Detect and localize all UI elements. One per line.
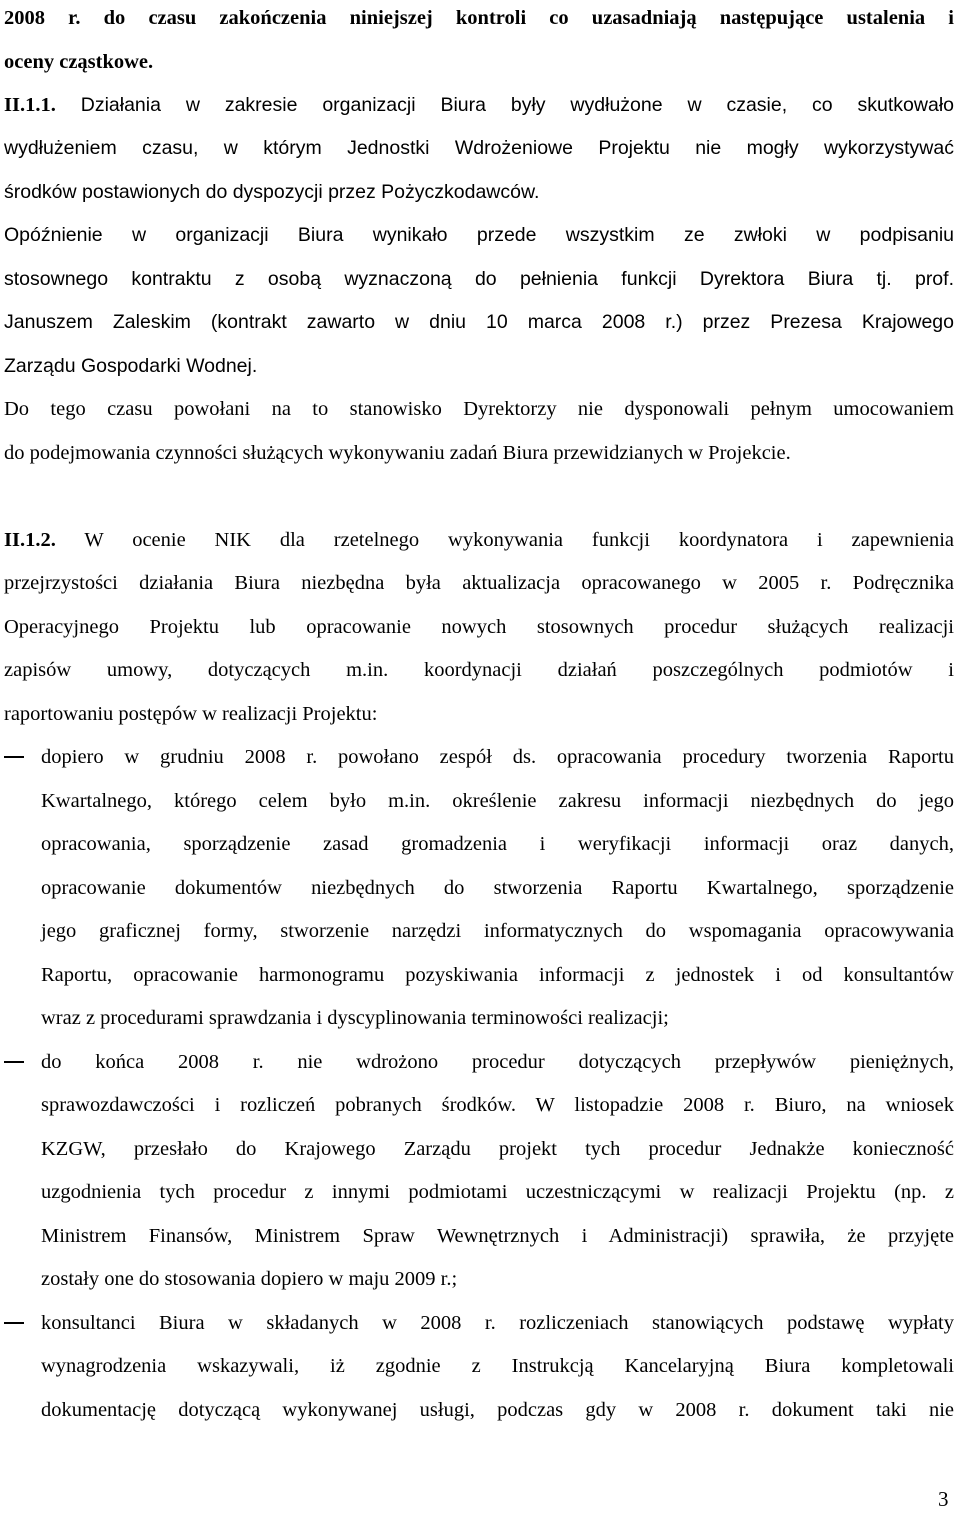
section-1-1-label: II.1.1. bbox=[4, 94, 56, 116]
section-1-2-line-1 bbox=[4, 527, 954, 553]
bullet-2-line-6: zostały one do stosowania dopiero w maju 2009 r.; bbox=[41, 1268, 458, 1290]
bullet-1-line-1: dopiero w grudniu 2008 r. powołano zespół ds. opracowania procedury tworzenia Raportu bbox=[41, 746, 954, 768]
intro-line-2: oceny cząstkowe. bbox=[4, 51, 154, 73]
bullet-dash-2 bbox=[4, 1061, 24, 1063]
directors-line-2: do podejmowania czynności służących wykonywaniu zadań Biura przewidzianych w Projekcie. bbox=[4, 442, 791, 464]
bullet-dash-3 bbox=[4, 1322, 24, 1324]
bullet-2-line-2: sprawozdawczości i rozliczeń pobranych środków. W listopadzie 2008 r. Biuro, na wniosek bbox=[41, 1094, 954, 1116]
section-1-2-line-3: Operacyjnego Projektu lub opracowanie nowych stosownych procedur służących realizacji bbox=[4, 616, 954, 638]
section-1-2-line-5: raportowaniu postępów w realizacji Projektu: bbox=[4, 703, 378, 725]
bullet-1-line-7: wraz z procedurami sprawdzania i dyscyplinowania terminowości realizacji; bbox=[41, 1007, 669, 1029]
bullet-2-line-3: KZGW, przesłało do Krajowego Zarządu projekt tych procedur Jednakże konieczność bbox=[41, 1138, 954, 1160]
delay-line-4: Zarządu Gospodarki Wodnej. bbox=[4, 355, 258, 377]
section-1-2-line-4: zapisów umowy, dotyczących m.in. koordynacji działań poszczególnych podmiotów i bbox=[4, 659, 954, 681]
bullet-2-line-4: uzgodnienia tych procedur z innymi podmiotami uczestniczącymi w realizacji Projektu (np. z bbox=[41, 1181, 954, 1203]
bullet-1-line-5: jego graficznej formy, stworzenie narzędzi informatycznych do wspomagania opracowywania bbox=[41, 920, 954, 942]
bullet-1-line-6: Raportu, opracowanie harmonogramu pozyskiwania informacji z jednostek i od konsultantów bbox=[41, 964, 954, 986]
section-1-1-line-3: środków postawionych do dyspozycji przez Pożyczkodawców. bbox=[4, 181, 540, 203]
bullet-2-line-5: Ministrem Finansów, Ministrem Spraw Wewnętrznych i Administracji) sprawiła, że przyjęte bbox=[41, 1225, 954, 1247]
bullet-1-line-3: opracowania, sporządzenie zasad gromadzenia i weryfikacji informacji oraz danych, bbox=[41, 833, 954, 855]
delay-line-3: Januszem Zaleskim (kontrakt zawarto w dniu 10 marca 2008 r.) przez Prezesa Krajowego bbox=[4, 311, 954, 333]
delay-line-1: Opóźnienie w organizacji Biura wynikało przede wszystkim ze zwłoki w podpisaniu bbox=[4, 224, 954, 246]
section-1-2-label: II.1.2. bbox=[4, 529, 56, 551]
delay-line-2: stosownego kontraktu z osobą wyznaczoną do pełnienia funkcji Dyrektora Biura tj. prof. bbox=[4, 268, 954, 290]
bullet-1-line-4: opracowanie dokumentów niezbędnych do stworzenia Raportu Kwartalnego, sporządzenie bbox=[41, 877, 954, 899]
intro-line-1: 2008 r. do czasu zakończenia niniejszej kontroli co uzasadniają następujące ustalenia i bbox=[4, 7, 954, 29]
bullet-3-line-2: wynagrodzenia wskazywali, iż zgodnie z Instrukcją Kancelaryjną Biura kompletowali bbox=[41, 1355, 954, 1377]
bullet-1-line-2: Kwartalnego, którego celem było m.in. określenie zakresu informacji niezbędnych do jego bbox=[41, 790, 954, 812]
section-1-1-text-1: Działania w zakresie organizacji Biura były wydłużone w czasie, co skutkowało bbox=[55, 94, 954, 116]
section-1-2-text-1: W ocenie NIK dla rzetelnego wykonywania funkcji koordynatora i zapewnienia bbox=[55, 529, 954, 551]
bullet-3-line-3: dokumentację dotyczącą wykonywanej usługi, podczas gdy w 2008 r. dokument taki nie bbox=[41, 1399, 954, 1421]
bullet-dash-1 bbox=[4, 756, 24, 758]
section-1-1-line-1 bbox=[4, 92, 954, 118]
bullet-2-line-1: do końca 2008 r. nie wdrożono procedur dotyczących przepływów pieniężnych, bbox=[41, 1051, 954, 1073]
section-1-1-line-2: wydłużeniem czasu, w którym Jednostki Wdrożeniowe Projektu nie mogły wykorzystywać bbox=[4, 137, 954, 159]
directors-line-1: Do tego czasu powołani na to stanowisko Dyrektorzy nie dysponowali pełnym umocowaniem bbox=[4, 398, 954, 420]
section-1-2-line-2: przejrzystości działania Biura niezbędna była aktualizacja opracowanego w 2005 r. Podręcznika bbox=[4, 572, 954, 594]
page-number: 3 bbox=[938, 1487, 949, 1511]
bullet-3-line-1: konsultanci Biura w składanych w 2008 r. rozliczeniach stanowiących podstawę wypłaty bbox=[41, 1312, 954, 1334]
